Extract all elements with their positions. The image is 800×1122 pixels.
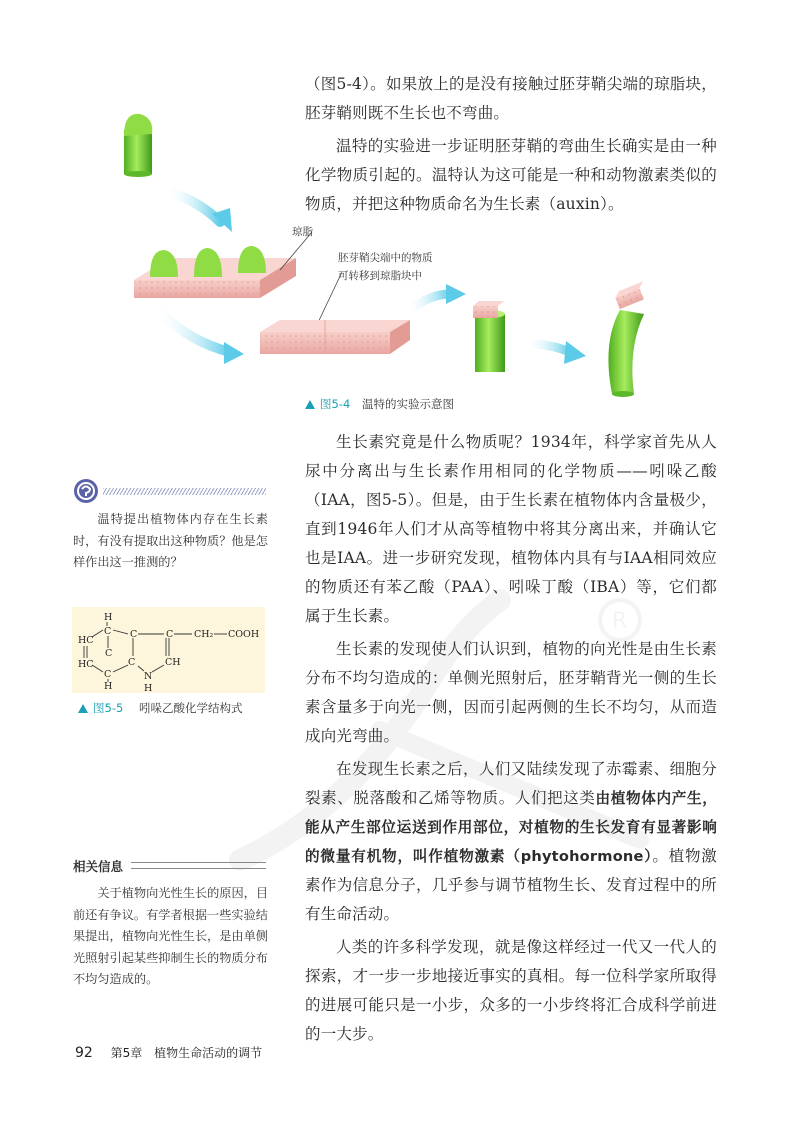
- related-info-title: 相关信息: [73, 859, 124, 874]
- chapter-title: 植物生命活动的调节: [154, 1046, 263, 1060]
- discussion-question: [73, 478, 268, 574]
- atom-label: H: [144, 683, 153, 693]
- related-info-text: 关于植物向光性生长的原因，目前还有争议。有学者根据一些实验结果提出，植物向光性生长，是由单侧光照射引起某些抑制生长的物质分布不均匀造成的。: [73, 886, 269, 986]
- arrow-head-2-icon: [224, 342, 244, 364]
- caption-text: 温特的实验示意图: [361, 397, 454, 411]
- atom-label: C: [130, 629, 138, 640]
- atom-label: C: [128, 657, 136, 668]
- arrow-down-icon: [170, 192, 220, 222]
- atom-label: N: [144, 671, 153, 682]
- agar-block-split: [260, 320, 410, 354]
- coleoptile-tip: [124, 114, 152, 177]
- agar-block-with-tips: [134, 246, 296, 298]
- related-info-header: [73, 856, 268, 991]
- atom-label: CH: [165, 657, 181, 668]
- arrow-head-3-icon: [446, 284, 466, 304]
- svg-text:R: R: [612, 609, 628, 634]
- figure-5-5-caption: [78, 700, 242, 716]
- atom-label: HC: [78, 635, 94, 646]
- caption-number: 图5-5: [93, 701, 124, 715]
- atom-label: H: [104, 612, 113, 623]
- page-number: 92: [75, 1045, 93, 1061]
- caption-number: 图5-4: [320, 397, 351, 411]
- label-transfer-line2: 可转移到琼脂块中: [338, 270, 422, 282]
- arrow-down-2-icon: [160, 312, 230, 352]
- question-icon: [73, 478, 99, 504]
- paragraph-5-part-2: 。植物激素作为信息分子，几乎参与调节植物生长、发育过程中的所有生命活动。: [305, 847, 717, 923]
- paragraph-5-part-1: 在发现生长素之后，人们又陆续发现了赤霉素、细胞分裂素、脱落酸和乙烯等物质。人们把这类: [305, 760, 717, 807]
- label-agar: 琼脂: [292, 226, 313, 238]
- page-footer: [75, 1044, 262, 1061]
- question-divider: [103, 488, 266, 495]
- paragraph-4: 生长素的发现使人们认识到，植物的向光性是由生长素分布不均匀造成的：单侧光照射后，胚芽鞘背光一侧的生长素含量多于向光一侧，因而引起两侧的生长不均匀，从而造成向光弯曲。: [305, 640, 717, 745]
- paragraph-2: 温特的实验进一步证明胚芽鞘的弯曲生长确实是由一种化学物质引起的。温特认为这可能是一种和动物激素类似的物质，并把这种物质命名为生长素（auxin）。: [305, 137, 717, 213]
- atom-label: CH₂: [194, 629, 214, 640]
- atom-label: C: [166, 629, 174, 640]
- bent-coleoptile: [608, 281, 649, 397]
- triangle-icon: [78, 704, 88, 713]
- atom-label: HC: [78, 659, 94, 670]
- arrow-right-icon: [410, 294, 450, 310]
- coleoptile-with-agar: [473, 301, 505, 372]
- atom-label: C: [104, 669, 112, 680]
- atom-label: C: [104, 626, 112, 637]
- paragraph-5: [305, 755, 717, 929]
- arrow-head-4-icon: [564, 341, 586, 364]
- arrow-right-2-icon: [530, 344, 570, 352]
- chapter-number: 第5章: [110, 1046, 143, 1060]
- atom-label: H: [104, 681, 113, 692]
- figure-5-4: [120, 112, 720, 412]
- figure-5-4-caption: [305, 396, 454, 412]
- related-info-rule: [131, 862, 266, 869]
- iaa-structure-box: [72, 607, 265, 693]
- paragraph-1: （图5-4）。如果放上的是没有接触过胚芽鞘尖端的琼脂块，胚芽鞘则既不生长也不弯曲。: [305, 75, 717, 122]
- question-text: 温特提出植物体内存在生长素时，有没有提取出这种物质？他是怎样作出这一推测的？: [73, 512, 268, 569]
- plant-hormone-definition: 由植物体内产生，能从产生部位运送到作用部位，对植物的生长发育有显著影响的微量有机物，叫作植物激素（phytohormone）: [305, 790, 717, 865]
- main-column-bottom: [305, 428, 717, 1049]
- atom-label: COOH: [228, 629, 260, 640]
- triangle-icon: [305, 400, 315, 409]
- paragraph-3: 生长素究竟是什么物质呢？1934年，科学家首先从人尿中分离出与生长素作用相同的化学物质——吲哚乙酸（IAA，图5-5）。但是，由于生长素在植物体内含量极少，直到1946年人们才从高等植物中将其分离出来，并确认它也是IAA。进一步研究发现，植物体内具有与IAA相同效应的物质还有苯乙酸（PAA）、吲哚丁酸（IBA）等，它们都属于生长素。: [305, 433, 717, 625]
- iaa-structure-diagram: [72, 607, 265, 693]
- label-transfer-line1: 胚芽鞘尖端中的物质: [338, 252, 433, 264]
- caption-text: 吲哚乙酸化学结构式: [138, 701, 243, 715]
- atom-label: C: [105, 648, 113, 659]
- paragraph-6: 人类的许多科学发现，就是像这样经过一代又一代人的探索，才一步一步地接近事实的真相。每一位科学家所取得的进展可能只是一小步，众多的一小步终将汇合成科学前进的一大步。: [305, 938, 717, 1043]
